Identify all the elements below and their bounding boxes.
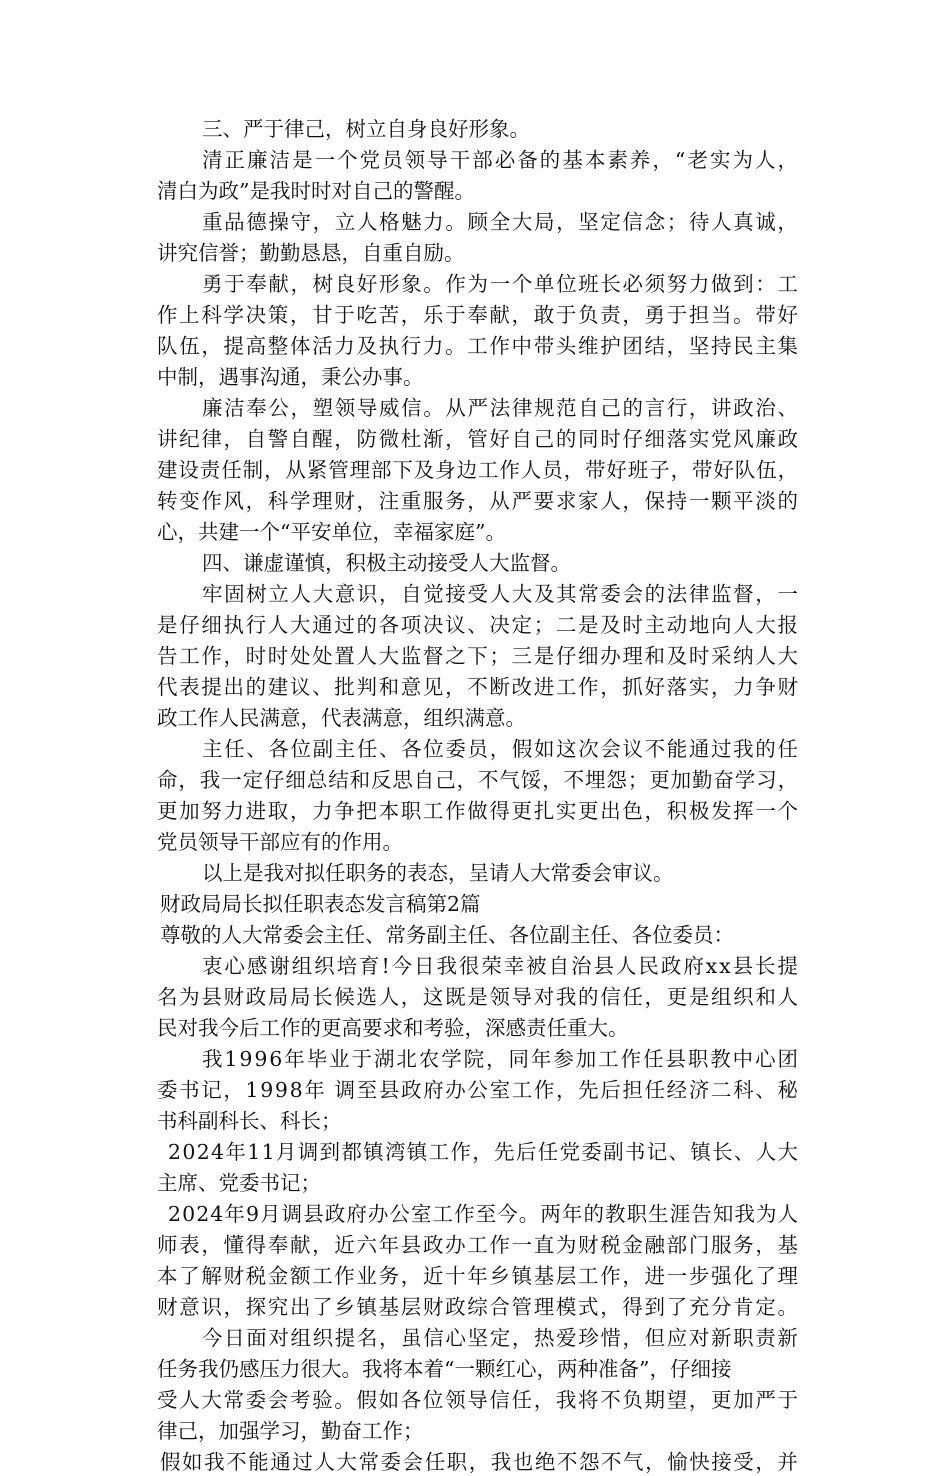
text-line: 命，我一定仔细总结和反思自己，不气馁，不埋怨；更加勤奋学习，: [157, 768, 799, 792]
text-line: 清正廉洁是一个党员领导干部必备的基本素养，“老实为人，: [202, 148, 801, 172]
text-line: 以上是我对拟任职务的表态，呈请人大常委会审议。: [202, 861, 674, 885]
text-line: 讲究信誉；勤勤恳恳，自重自励。: [157, 241, 465, 265]
text-line: 讲纪律，自警自醒，防微杜渐，管好自己的同时仔细落实党风廉政: [157, 427, 800, 451]
text-line: 2024年11月调到都镇湾镇工作，先后任党委副书记、镇长、人大: [168, 1140, 800, 1164]
text-line: 清白为政”是我时时对自己的警醒。: [157, 179, 475, 203]
text-line: 名为县财政局局长候选人，这既是领导对我的信任，更是组织和人: [157, 985, 800, 1009]
text-line: 四、谦虚谨慎，积极主动接受人大监督。: [202, 551, 571, 575]
salutation: 尊敬的人大常委会主任、常务副主任、各位副主任、各位委员：: [160, 923, 734, 947]
text-line: 民对我今后工作的更高要求和考验，深感责任重大。: [157, 1016, 629, 1040]
text-line: 师表，懂得奉献，近六年县政办工作一直为财税金融部门服务，基: [157, 1233, 800, 1257]
text-line: 我1996年毕业于湖北农学院，同年参加工作任县职教中心团: [202, 1047, 800, 1071]
text-line: 党员领导干部应有的作用。: [157, 830, 403, 854]
text-line: 更加努力进取，力争把本职工作做得更扎实更出色，积极发挥一个: [157, 799, 800, 823]
text-line: 受人大常委会考验。假如各位领导信任，我将不负期望，更加严于: [157, 1388, 800, 1412]
text-line: 心，共建一个“平安单位，幸福家庭”。: [157, 520, 506, 544]
section-heading: 财政局局长拟任职表态发言稿第2篇: [160, 892, 481, 916]
text-line: 转变作风，科学理财，注重服务，从严要求家人，保持一颗平淡的: [157, 489, 800, 513]
text-line: 重品德操守，立人格魅力。顾全大局，坚定信念；待人真诚，: [202, 210, 800, 234]
text-line: 假如我不能通过人大常委会任职，我也绝不怨不气，愉快接受，并: [160, 1450, 800, 1474]
text-line: 2024年9月调县政府办公室工作至今。两年的教职生涯告知我为人: [168, 1202, 800, 1226]
text-line: 任务我仍感压力很大。我将本着“一颗红心，两种准备”，仔细接: [157, 1357, 732, 1381]
text-line: 衷心感谢组织培育!今日我很荣幸被自治县人民政府xx县长提: [202, 954, 800, 978]
text-line: 是仔细执行人大通过的各项决议、决定；二是及时主动地向人大报: [157, 613, 800, 637]
text-line: 委书记，1998年 调至县政府办公室工作，先后担任经济二科、秘: [157, 1078, 800, 1102]
text-line: 主任、各位副主任、各位委员，假如这次会议不能通过我的任: [202, 737, 800, 761]
text-line: 书科副科长、科长；: [157, 1109, 342, 1133]
text-line: 廉洁奉公，塑领导威信。从严法律规范自己的言行，讲政治、: [202, 396, 800, 420]
text-line: 主席、党委书记；: [157, 1171, 321, 1195]
text-line: 今日面对组织提名，虽信心坚定，热爱珍惜，但应对新职责新: [202, 1326, 800, 1350]
text-line: 政工作人民满意，代表满意，组织满意。: [157, 706, 526, 730]
text-line: 代表提出的建议、批判和意见，不断改进工作，抓好落实，力争财: [157, 675, 800, 699]
text-line: 牢固树立人大意识，自觉接受人大及其常委会的法律监督，一: [202, 582, 800, 606]
text-line: 建设责任制，从紧管理部下及身边工作人员，带好班子，带好队伍，: [157, 458, 799, 482]
text-line: 本了解财税金额工作业务，近十年乡镇基层工作，进一步强化了理: [157, 1264, 800, 1288]
text-line: 财意识，探究出了乡镇基层财政综合管理模式，得到了充分肯定。: [157, 1295, 800, 1319]
text-line: 队伍，提高整体活力及执行力。工作中带头维护团结，坚持民主集: [157, 334, 800, 358]
text-line: 三、严于律己，树立自身良好形象。: [202, 117, 530, 141]
text-line: 律己，加强学习，勤奋工作；: [157, 1419, 424, 1443]
text-line: 告工作，时时处处置人大监督之下；三是仔细办理和及时采纳人大: [157, 644, 800, 668]
text-line: 勇于奉献，树良好形象。作为一个单位班长必须努力做到：工: [202, 272, 800, 296]
text-line: 作上科学决策，甘于吃苦，乐于奉献，敢于负责，勇于担当。带好: [157, 303, 800, 327]
text-line: 中制，遇事沟通，秉公办事。: [157, 365, 424, 389]
